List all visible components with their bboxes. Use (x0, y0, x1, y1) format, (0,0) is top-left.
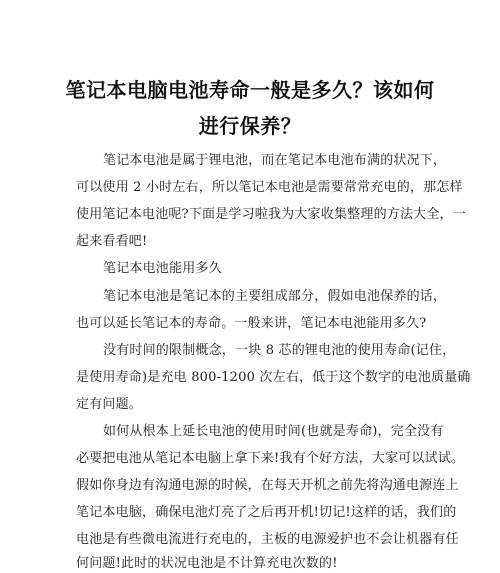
article-title-line-1: 笔记本电脑电池寿命一般是多久？该如何 (65, 78, 435, 102)
paragraph-line: 是使用寿命)是充电 800-1200 次左右，低于这个数字的电池质量确 (76, 370, 471, 385)
paragraph-line: 何问题!此时的状况电池是不计算充电次数的! (76, 556, 338, 571)
paragraph-line: 笔记本电池是笔记本的主要组成部分，假如电池保养的话， (103, 289, 447, 304)
paragraph-line: 使用笔记本电池呢?下面是学习啦我为大家收集整理的方法大全，一 (76, 207, 466, 222)
paragraph-line: 也可以延长笔记本的寿命。一般来讲，笔记本电池能用多久? (76, 316, 427, 331)
paragraph-line: 定有问题。 (76, 397, 143, 412)
paragraph-line: 如何从根本上延长电池的使用时间(也就是寿命)，完全没有 (103, 424, 444, 439)
paragraph-line: 没有时间的限制概念，一块 8 芯的锂电池的使用寿命(记住， (103, 343, 456, 358)
paragraph-line: 笔记本电池是属于锂电池，而在笔记本电池布满的状况下， (103, 153, 447, 168)
paragraph-line: 笔记本电脑，确保电池灯亮了之后再开机!切记!这样的话，我们的 (76, 505, 457, 520)
article-title-line-2: 进行保养？ (198, 114, 302, 138)
paragraph-line: 可以使用 2 小时左右，所以笔记本电池是需要常常充电的，那怎样 (76, 180, 463, 195)
section-heading: 笔记本电池能用多久 (103, 261, 222, 276)
paragraph-line: 电池是有些微电流进行充电的，主板的电源爱护也不会让机器有任 (76, 532, 459, 547)
paragraph-line: 起来看看吧! (76, 234, 148, 249)
paragraph-line: 假如你身边有沟通电源的时候，在每天开机之前先将沟通电源连上 (76, 478, 459, 493)
paragraph-line: 必要把电池从笔记本电脑上拿下来!我有个好方法，大家可以试试。 (76, 451, 465, 466)
